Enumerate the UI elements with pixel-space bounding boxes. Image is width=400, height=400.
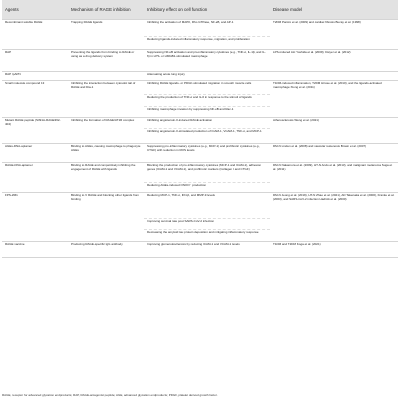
agent-cell-text: AGEs-DNA-aptamer bbox=[5, 145, 33, 148]
effect-cell bbox=[144, 129, 270, 144]
disease-cell bbox=[270, 144, 398, 163]
disease-cell bbox=[270, 20, 398, 37]
disease-cell bbox=[270, 118, 398, 129]
disease-cell-text: DM-N Nakamura et al. (2009), HT-N Ando et al. (2013), and malignant melanoma Suga et al. (2011) bbox=[273, 164, 393, 171]
disease-cell-text: T1DM and T2DM Koga et al. (2021) bbox=[273, 243, 321, 246]
agent-cell bbox=[2, 163, 68, 183]
mechanism-cell-text: Binding to AGEs, causing macrophage to phagocyte AGEs bbox=[71, 145, 141, 152]
effect-cell-text: Improving survival rate post SARS-CoV-2 infection bbox=[147, 220, 215, 223]
rage-inhibitors-table bbox=[2, 0, 398, 258]
mechanism-cell bbox=[68, 118, 144, 129]
table-row bbox=[2, 107, 398, 118]
effect-cell bbox=[144, 37, 270, 50]
table-row bbox=[2, 193, 398, 219]
mechanism-cell-text: Producing RAGE-specific IgG antibody bbox=[71, 243, 123, 246]
disease-cell bbox=[270, 72, 398, 81]
agent-cell bbox=[2, 242, 68, 258]
table-row bbox=[2, 163, 398, 183]
disease-cell bbox=[270, 50, 398, 72]
header-mechanism: Mechanism of RAGE inhibition bbox=[68, 0, 144, 20]
effect-cell-text: Reducing AGEs-induced ONOO⁻ production bbox=[147, 184, 207, 187]
disease-cell bbox=[270, 37, 398, 50]
effect-cell-text: Inhibiting angiotensin-II-induced RAGE activation bbox=[147, 119, 213, 122]
table-row bbox=[2, 50, 398, 72]
effect-cell-text: Inhibiting RAGE ligands- or PDGF-stimulated migration in smooth muscle cells bbox=[147, 82, 252, 85]
disease-cell bbox=[270, 95, 398, 107]
agent-cell bbox=[2, 72, 68, 81]
mechanism-cell bbox=[68, 107, 144, 118]
mechanism-cell bbox=[68, 144, 144, 163]
agent-cell-text: Recombinant soluble RAGE bbox=[5, 21, 43, 24]
effect-cell-text: Attenuating acute lung injury bbox=[147, 73, 185, 76]
agent-cell bbox=[2, 118, 68, 129]
table-row bbox=[2, 242, 398, 258]
agent-cell bbox=[2, 193, 68, 219]
table-row bbox=[2, 129, 398, 144]
mechanism-cell bbox=[68, 72, 144, 81]
header-disease-model: Disease model bbox=[270, 0, 398, 20]
mechanism-cell bbox=[68, 81, 144, 95]
disease-cell-text: T1DM-induced inflammation, T2DM Hirose et al. (2010), and the ligands-activated macrophage Xiong et al. (2011) bbox=[273, 82, 382, 89]
agent-cell bbox=[2, 20, 68, 37]
effect-cell-text: Reducing the production of TNF-α and IL-6 in response to the stimuli of ligands bbox=[147, 96, 252, 99]
disease-cell-text: Atherosclerosis Weng et al. (2021) bbox=[273, 119, 319, 122]
mechanism-cell-text: Binding to RAGE and competitively inhibiting the engagement of RAGE with ligands bbox=[71, 164, 136, 171]
disease-cell bbox=[270, 129, 398, 144]
mechanism-cell-text: Inhibiting the formation of RAGE/AT1R complex bbox=[71, 119, 135, 122]
disease-cell-text: DM-N Linden et al. (2008) and vascular restenosis Brown et al. (2007) bbox=[273, 145, 367, 148]
mechanism-cell bbox=[68, 20, 144, 37]
effect-cell-text: Reducing MCP-1, TNF-α, IFN-β, and MMP-9 levels bbox=[147, 194, 215, 197]
effect-cell bbox=[144, 20, 270, 37]
disease-cell bbox=[270, 242, 398, 258]
effect-cell bbox=[144, 107, 270, 118]
table-row bbox=[2, 118, 398, 129]
mechanism-cell bbox=[68, 50, 144, 72]
effect-cell-text: Inhibiting the activation of MAPK, Rho GTPase, NF-κB, and AP-1 bbox=[147, 21, 234, 24]
effect-cell bbox=[144, 144, 270, 163]
effect-cell-text: Blocking the production of pro-inflammatory cytokines (MCP-1 and ICAM-1), adhesion genes (ICAM-1 and VCAM-1), and profibrotic markers (Collagen I and CTGF) bbox=[147, 164, 262, 171]
agent-cell bbox=[2, 129, 68, 144]
effect-cell-text: Reducing ligands-induced inflammatory response, migration, and proliferation bbox=[147, 38, 250, 41]
effect-cell bbox=[144, 183, 270, 193]
effect-cell-text: Suppressing NF-κB activation and pro-inflammatory cytokines (e.g., TNF-α, IL-1β, and IL-6) in LPS- or HMGB1-stimulated macrophage bbox=[147, 51, 266, 58]
mechanism-cell bbox=[68, 129, 144, 144]
effect-cell bbox=[144, 242, 270, 258]
agent-cell bbox=[2, 95, 68, 107]
table-header bbox=[2, 0, 398, 20]
agent-cell bbox=[2, 230, 68, 242]
effect-cell bbox=[144, 72, 270, 81]
disease-cell bbox=[270, 183, 398, 193]
header-row bbox=[2, 0, 398, 20]
effect-cell bbox=[144, 50, 270, 72]
effect-cell bbox=[144, 118, 270, 129]
disease-cell bbox=[270, 219, 398, 230]
table-row bbox=[2, 230, 398, 242]
effect-cell bbox=[144, 163, 270, 183]
mechanism-cell bbox=[68, 230, 144, 242]
table-row bbox=[2, 183, 398, 193]
agent-cell-text: RAP /pAPN bbox=[5, 73, 21, 76]
table-footnote: RAGE, receptor for advanced glycation endproducts; RAP, RAGE-antagonist peptide; AGE, advanced glycation endproducts; PDGF, platelet derived growth factor. bbox=[2, 394, 218, 397]
agent-cell bbox=[2, 50, 68, 72]
mechanism-cell-text: Trapping RAGE ligands bbox=[71, 21, 103, 24]
agent-cell-text: RAP bbox=[5, 51, 12, 54]
effect-cell-text: Suppressing pro-inflammatory cytokines (e.g., MCP-1) and profibrotic cytokines (e.g., CTGF) with reduction in ROS levels bbox=[147, 145, 261, 152]
agent-cell bbox=[2, 144, 68, 163]
effect-cell-text: Improving glomerulosclerosis by reducing ICAM-1 and VCAM-1 levels bbox=[147, 243, 240, 246]
disease-cell-text: LPS-induced ALI Yoshida et al. (2009); Dwyer et al. (2012) bbox=[273, 51, 351, 54]
agent-cell-text: RAGE-DNA-aptamer bbox=[5, 164, 33, 167]
effect-cell-text: Decreasing the amyloid tau protein deposition and mitigating inflammatory response bbox=[147, 231, 259, 234]
table-row bbox=[2, 95, 398, 107]
table-row bbox=[2, 37, 398, 50]
table-row bbox=[2, 219, 398, 230]
effect-cell bbox=[144, 81, 270, 95]
mechanism-cell bbox=[68, 183, 144, 193]
mechanism-cell-text: Binding to V RAGE and blocking other ligands from binding bbox=[71, 194, 140, 201]
disease-cell bbox=[270, 163, 398, 183]
mechanism-cell bbox=[68, 193, 144, 219]
disease-cell-text: DM-N Jeong et al. (2019), HT-N Zhao et al. (2021), AD Takenaka et al. (2000), Franke et al. (2003), and SARS-CoV-2 infection Hadrick et al. (2000) bbox=[273, 194, 395, 201]
effect-cell-text: Inhibiting macrophage invasion by suppressing NF-κB and Rac-1 bbox=[147, 108, 234, 111]
table-row bbox=[2, 144, 398, 163]
disease-cell bbox=[270, 230, 398, 242]
effect-cell bbox=[144, 95, 270, 107]
effect-cell-text: Inhibiting angiotensin-II-stimulated production of ICAM-1, VCAM-1, TNF-α, and MCP-1 bbox=[147, 130, 262, 133]
effect-cell bbox=[144, 230, 270, 242]
agent-cell-text: FPS-ZM1 bbox=[5, 194, 18, 197]
agent-cell bbox=[2, 37, 68, 50]
mechanism-cell bbox=[68, 95, 144, 107]
disease-cell-text: T2DM Panizo et al. (2009) and cardiac fibrosis Bucay et al. (1998) bbox=[273, 21, 361, 24]
agent-cell bbox=[2, 107, 68, 118]
disease-cell bbox=[270, 107, 398, 118]
agent-cell bbox=[2, 219, 68, 230]
agent-cell-text: Mutant RAGE peptide (S391A-RAGE362-404) bbox=[5, 119, 61, 126]
mechanism-cell bbox=[68, 242, 144, 258]
header-inhibitory-effect: Inhibitory effect on cell function bbox=[144, 0, 270, 20]
mechanism-cell bbox=[68, 219, 144, 230]
agent-cell bbox=[2, 183, 68, 193]
table-body bbox=[2, 20, 398, 258]
table-row bbox=[2, 81, 398, 95]
mechanism-cell bbox=[68, 163, 144, 183]
mechanism-cell bbox=[68, 37, 144, 50]
table-row bbox=[2, 72, 398, 81]
table-row bbox=[2, 20, 398, 37]
mechanism-cell-text: Inhibiting the interaction between cytosolic tail of RAGE and Dia-1 bbox=[71, 82, 136, 89]
agent-cell-text: RAGE vaccine bbox=[5, 243, 25, 246]
agent-cell-text: Small molecule compound 13 bbox=[5, 82, 45, 85]
effect-cell bbox=[144, 219, 270, 230]
agent-cell bbox=[2, 81, 68, 95]
header-agents: Agents bbox=[2, 0, 68, 20]
disease-cell bbox=[270, 81, 398, 95]
mechanism-cell-text: Preventing the ligands from binding to RAGE or using as a drug delivery system bbox=[71, 51, 135, 58]
effect-cell bbox=[144, 193, 270, 219]
disease-cell bbox=[270, 193, 398, 219]
